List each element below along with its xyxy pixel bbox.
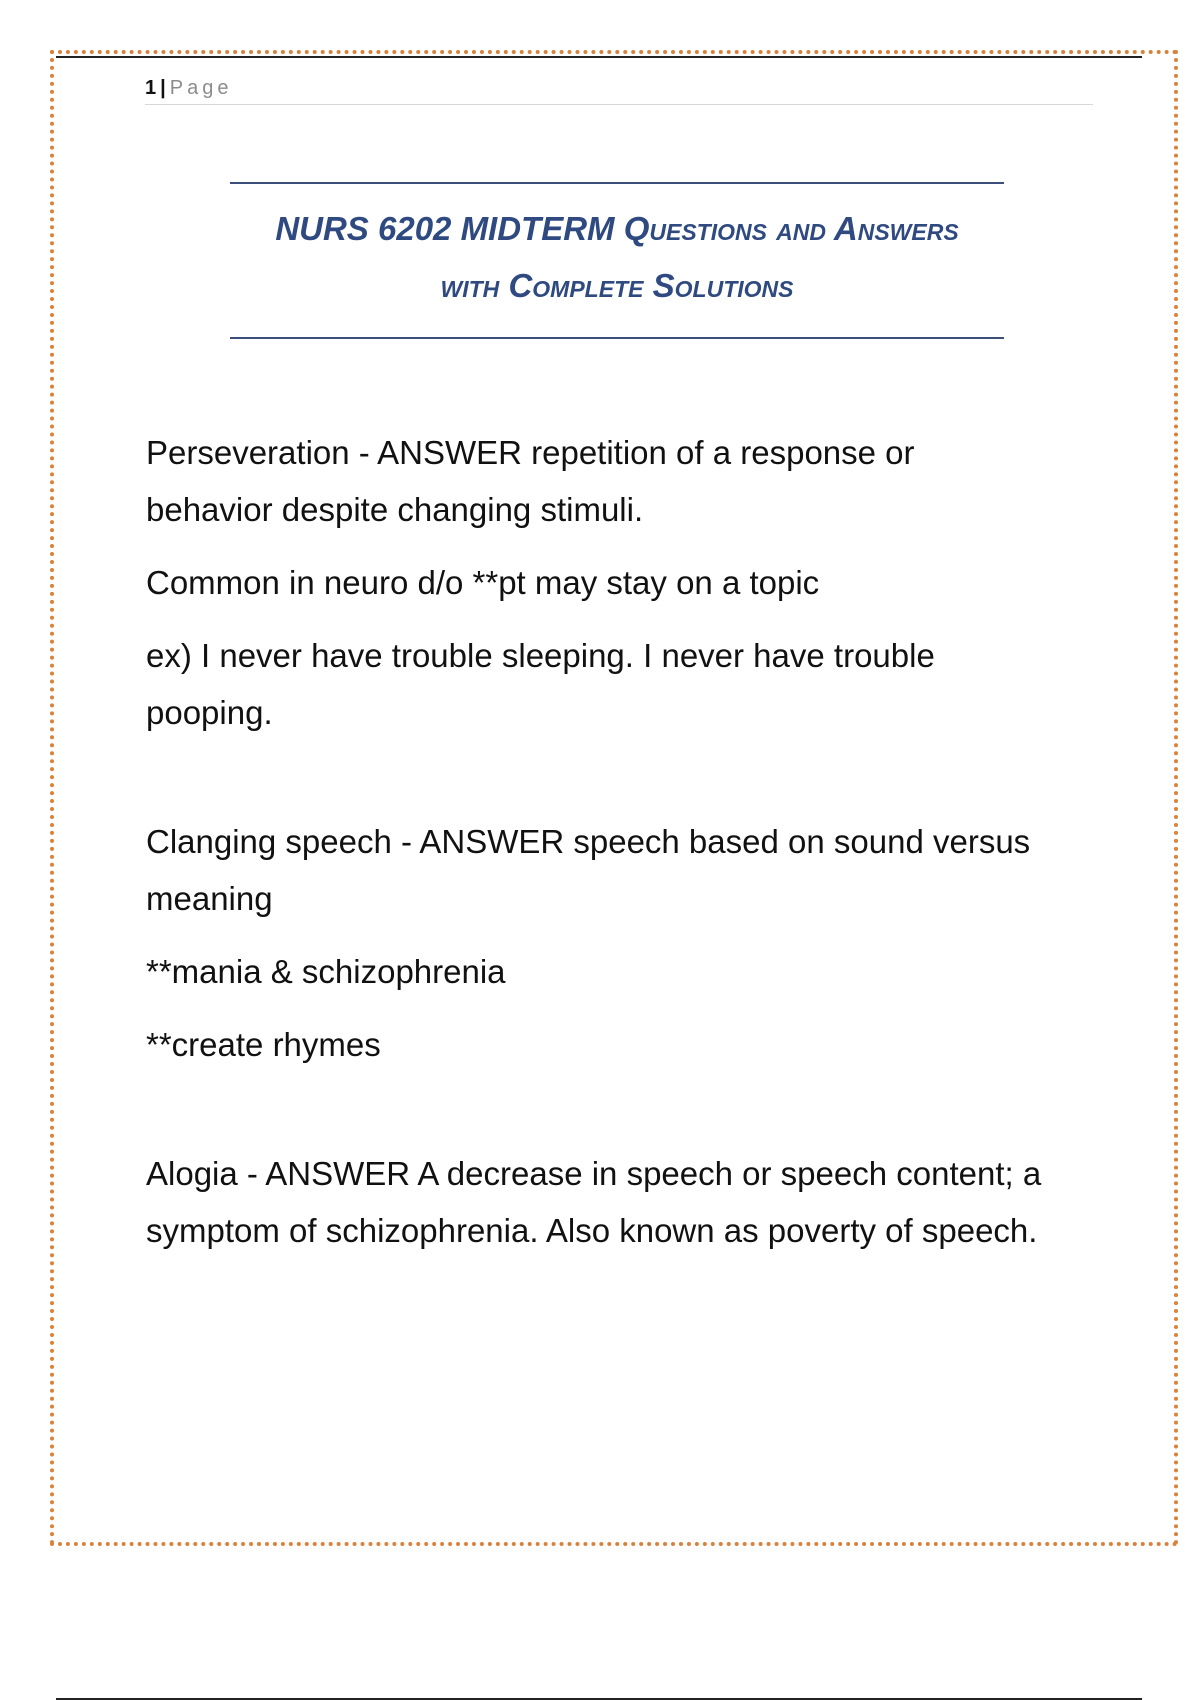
page-word: Page (169, 77, 233, 99)
entry-perseveration-example: ex) I never have trouble sleeping. I never have trouble pooping. (146, 637, 935, 731)
entry-alogia-definition: Alogia - ANSWER A decrease in speech or speech content; a symptom of schizophrenia. Also known as poverty of speech. (146, 1155, 1042, 1249)
page-header (145, 72, 1093, 105)
page-separator: | (160, 77, 166, 99)
document-title (230, 200, 1004, 314)
top-rule (56, 56, 1142, 58)
title-rule-lower (230, 337, 1004, 339)
document-body (146, 424, 1046, 1259)
document-title-line2: with Complete Solutions (440, 267, 794, 304)
page-number: 1 (145, 77, 157, 99)
entry-clanging-note-1: **mania & schizophrenia (146, 953, 506, 990)
title-rule-upper (230, 182, 1004, 184)
entry-clanging-definition: Clanging speech - ANSWER speech based on sound versus meaning (146, 823, 1031, 917)
entry-perseveration-definition: Perseveration - ANSWER repetition of a response or behavior despite changing stimuli. (146, 434, 915, 528)
entry-perseveration-note: Common in neuro d/o **pt may stay on a topic (146, 564, 820, 601)
entry-clanging-note-2: **create rhymes (146, 1026, 381, 1063)
document-title-line1: NURS 6202 MIDTERM Questions and Answers (275, 210, 959, 247)
